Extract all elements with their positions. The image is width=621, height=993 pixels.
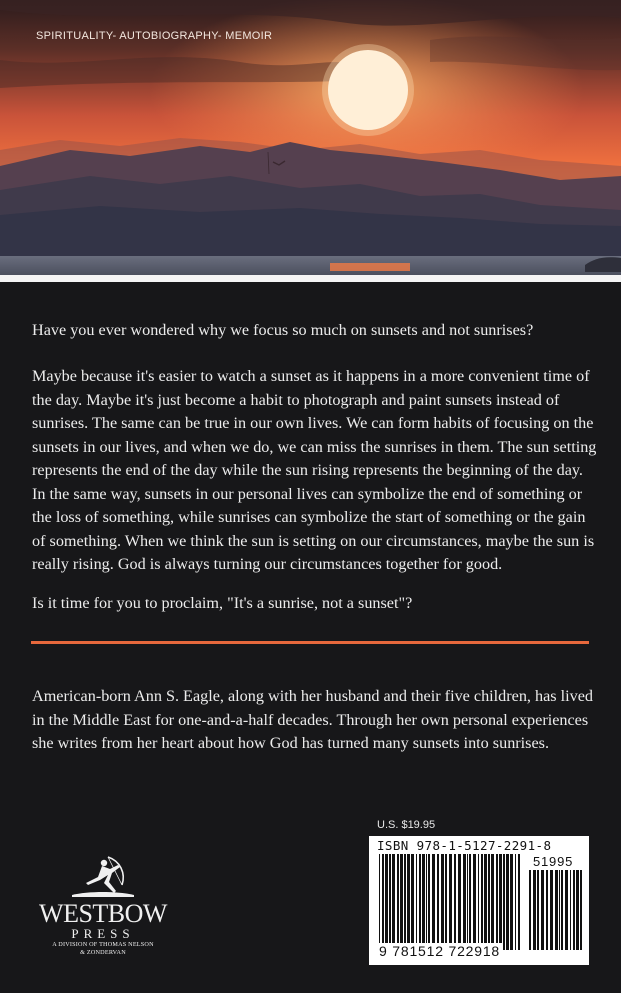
- archer-figure-icon: [68, 853, 138, 899]
- barcode-bar: [484, 854, 487, 950]
- publisher-name: WESTBOW: [39, 899, 167, 928]
- isbn-barcode: [369, 836, 589, 965]
- barcode-bar: [416, 854, 417, 950]
- ean-number: 9 781512 722918: [379, 943, 500, 959]
- barcode-bar: [445, 854, 447, 950]
- barcode-bar: [400, 854, 403, 950]
- author-bio: American-born Ann S. Eagle, along with her husband and their five children, has lived in the Middle East for one-and-a-half decades. Through her own personal experiences she writes from her heart about how God has turned many sunsets into sunrises.: [32, 687, 594, 752]
- barcode-bar: [481, 854, 483, 950]
- blurb-paragraph-3: Is it time for you to proclaim, "It's a sunrise, not a sunset"?: [32, 594, 413, 612]
- publisher-division-line-2: & ZONDERVAN: [80, 949, 126, 956]
- barcode-bar: [506, 854, 509, 950]
- barcode-bar: [454, 854, 456, 950]
- barcode-bar: [389, 854, 391, 950]
- ean-bars: [379, 854, 520, 950]
- barcode-bar: [573, 870, 575, 950]
- barcode-bar: [559, 870, 560, 950]
- blurb-paragraph-1: Have you ever wondered why we focus so much on sunsets and not sunrises?: [32, 321, 534, 339]
- barcode-bar: [437, 854, 439, 950]
- price-label: U.S. $19.95: [377, 819, 436, 831]
- barcode-bar: [404, 854, 406, 950]
- barcode-bar: [419, 854, 421, 950]
- barcode-bar: [546, 870, 548, 950]
- barcode-bar: [561, 870, 563, 950]
- barcode-bar: [537, 870, 539, 950]
- barcode-bar: [411, 854, 414, 950]
- barcode-bar: [488, 854, 490, 950]
- barcode-bar: [515, 854, 516, 950]
- barcode-bar: [555, 870, 558, 950]
- addon-number: 51995: [533, 854, 574, 869]
- barcode-bar: [478, 854, 479, 950]
- barcode-bar: [397, 854, 399, 950]
- divider-orange: [31, 641, 589, 644]
- barcode-bar: [458, 854, 461, 950]
- barcode-bar: [496, 854, 498, 950]
- category-line: SPIRITUALITY- AUTOBIOGRAPHY- MEMOIR: [36, 30, 273, 42]
- barcode-bar: [469, 854, 471, 950]
- barcode-bar: [432, 854, 435, 950]
- barcode-bar: [565, 870, 568, 950]
- barcode-bar: [533, 870, 536, 950]
- barcode-bar: [428, 854, 430, 950]
- barcode-bar: [441, 854, 444, 950]
- westbow-press-logo: [28, 853, 178, 963]
- barcode-bar: [426, 854, 427, 950]
- publisher-press: PRESS: [71, 926, 135, 941]
- barcode-bar: [529, 870, 531, 950]
- barcode-bar: [449, 854, 452, 950]
- barcode-bar: [541, 870, 544, 950]
- barcode-bar: [518, 854, 520, 950]
- barcode-bar: [491, 854, 494, 950]
- barcode-bar: [503, 854, 505, 950]
- barcode-bar: [580, 870, 582, 950]
- barcode-bar: [382, 854, 384, 950]
- publisher-division-line-1: A DIVISION OF THOMAS NELSON: [52, 941, 154, 948]
- isbn-label: ISBN 978-1-5127-2291-8: [377, 838, 552, 853]
- barcode-bar: [550, 870, 553, 950]
- divider-white: [0, 275, 621, 282]
- barcode-bar: [467, 854, 468, 950]
- barcode-bar: [463, 854, 466, 950]
- barcode-bar: [385, 854, 388, 950]
- barcode-bar: [473, 854, 476, 950]
- barcode-bar: [499, 854, 502, 950]
- blurb-paragraph-2: Maybe because it's easier to watch a sunset as it happens in a more convenient time of the day. Maybe it's just become a habit to photograph and paint sunsets instead of sunrises. The same can be true in our own lives. We can form habits of focusing on the sunsets in our lives, and when we do, we can miss the sunrises in them. The sun setting represents the end of the day while the sun rising represents the beginning of the day. In the same way, sunsets in our personal lives can symbolize the end of something or the loss of something, while sunrises can symbolize the start of something or the gain of something. When we think the sun is setting on our circumstances, maybe the sun is really rising. God is always turning our circumstances together for good.: [32, 367, 597, 573]
- barcode-bar: [379, 854, 380, 950]
- barcode-bar: [576, 870, 579, 950]
- barcode-bar: [570, 870, 571, 950]
- addon-bars: [529, 870, 582, 950]
- barcode-bar: [422, 854, 425, 950]
- barcode-bar: [407, 854, 410, 950]
- barcode-bar: [510, 854, 513, 950]
- barcode-bar: [392, 854, 395, 950]
